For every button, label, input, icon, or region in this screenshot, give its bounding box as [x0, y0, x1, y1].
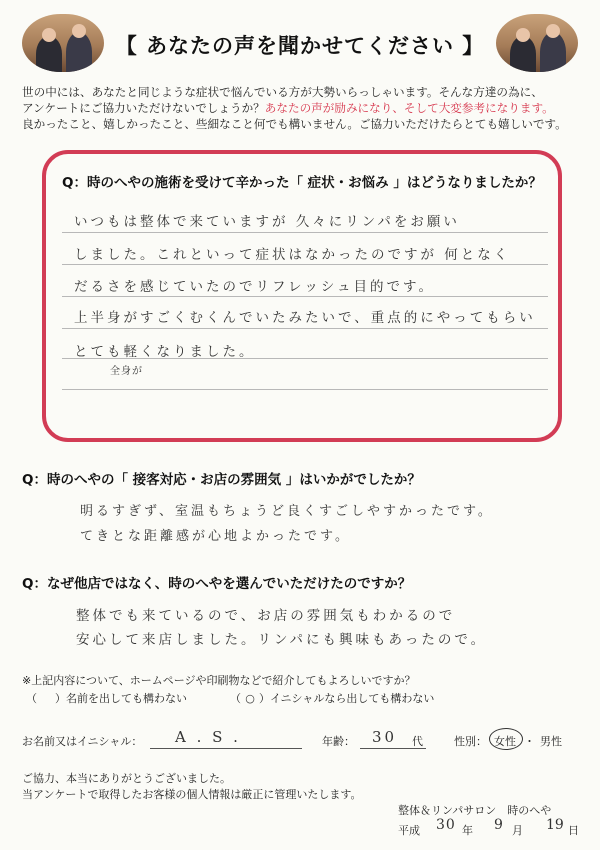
- salon-name: 整体＆リンパサロン 時のへや: [398, 804, 552, 817]
- age-unit: 代: [412, 735, 423, 748]
- name-value: A . S .: [175, 728, 241, 746]
- person-head: [42, 28, 56, 42]
- gender-male[interactable]: 男性: [540, 735, 562, 748]
- page-title: 【 あなたの声を聞かせてください 】: [115, 34, 485, 58]
- answer-3-line-1: 整体でも来ているので、お店の雰囲気もわかるので: [76, 608, 456, 624]
- answer-2-line-1: 明るすぎず、室温もちょうど良くすごしやすかったです。: [80, 504, 494, 519]
- customer-photo-right: [496, 14, 578, 72]
- name-underline: [150, 748, 302, 749]
- person-silhouette: [540, 32, 566, 72]
- person-head: [72, 24, 86, 38]
- answer-1-line-3: だるさを感じていたのでリフレッシュ目的です。: [74, 279, 435, 295]
- date-day: 19: [546, 817, 564, 833]
- date-day-unit: 日: [568, 824, 579, 837]
- privacy-text: 当アンケートで取得したお客様の個人情報は厳正に管理いたします。: [22, 788, 362, 801]
- intro-line-2: [22, 100, 580, 116]
- question-1: Q：時のへやの施術を受けて辛かった「 症状・お悩み 」はどうなりましたか？: [62, 175, 542, 191]
- age-value: 30: [372, 728, 398, 746]
- name-label: お名前又はイニシャル：: [22, 735, 143, 748]
- answer-3-line-2: 安心して来店しました。リンパにも興味もあったので。: [76, 632, 488, 648]
- gender-selected-circle: [489, 728, 523, 750]
- date-year-unit: 年: [462, 824, 473, 837]
- gender-separator: ・: [524, 735, 535, 748]
- ruled-line: [62, 296, 548, 297]
- date-year: 30: [436, 817, 456, 833]
- intro-line-2-plain: アンケートにご協力いただけないでしょうか？: [22, 101, 265, 115]
- ruled-line: [62, 264, 548, 265]
- consent-option-2[interactable]: （ ○ ）イニシャルなら出しても構わない: [230, 692, 435, 705]
- ruled-line: [62, 328, 548, 329]
- answer-1-line-2: しました。これといって症状はなかったのですが 何となく: [74, 247, 511, 263]
- ruled-line: [62, 389, 548, 390]
- thanks-text: ご協力、本当にありがとうございました。: [22, 772, 231, 785]
- date-month: 9: [494, 817, 506, 833]
- answer-1-insertion: 全身が: [110, 366, 143, 377]
- consent-option-1-label: 名前を出しても構わない: [66, 692, 187, 705]
- date-era: 平成: [398, 824, 420, 837]
- answer-1-line-1: いつもは整体で来ていますが 久々にリンパをお願い: [74, 214, 460, 230]
- person-silhouette: [66, 32, 92, 72]
- answer-1-line-4: 上半身がすごくむくんでいたみたいで、重点的にやってもらい: [74, 310, 536, 326]
- intro-line-3: 良かったこと、嬉しかったこと、些細なこと何でも構いません。ご協力いただけたらとても嬉しいです。: [22, 117, 567, 131]
- gender-female[interactable]: 女性: [494, 735, 516, 748]
- question-3: Q：なぜ他店ではなく、時のへやを選んでいただけたのですか？: [22, 576, 412, 592]
- ruled-line: [62, 232, 548, 233]
- consent-option-1[interactable]: （ ）名前を出しても構わない: [26, 692, 187, 705]
- answer-2-line-2: てきとな距離感が心地よかったです。: [80, 529, 351, 544]
- question-2: Q：時のへやの「 接客対応・お店の雰囲気 」はいかがでしたか？: [22, 472, 421, 488]
- intro-text: [22, 84, 580, 132]
- age-label: 年齢：: [322, 735, 355, 748]
- intro-line-1: 世の中には、あなたと同じような症状で悩んでいる方が大勢いらっしゃいます。そんな方達の為に、: [22, 85, 543, 99]
- person-head: [516, 28, 530, 42]
- consent-option-2-mark: ○: [245, 692, 255, 705]
- answer-1-line-5: とても軽くなりました。: [74, 344, 256, 360]
- age-underline: [360, 748, 426, 749]
- consent-option-2-label: イニシャルなら出しても構わない: [270, 692, 435, 705]
- person-head: [546, 24, 560, 38]
- date-month-unit: 月: [512, 824, 523, 837]
- gender-label: 性別：: [454, 735, 487, 748]
- staff-photo-left: [22, 14, 104, 72]
- consent-question: ※上記内容について、ホームページや印刷物などで紹介してもよろしいですか？: [22, 674, 416, 687]
- intro-line-2-highlight: あなたの声が励みになり、そして大変参考になります。: [264, 101, 554, 115]
